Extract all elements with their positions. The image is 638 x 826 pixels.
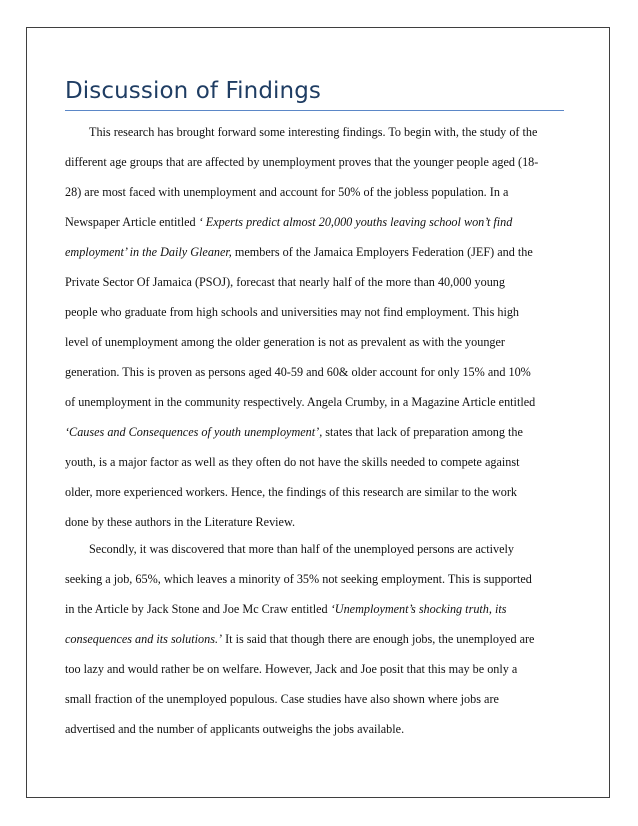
article-title: ‘Unemployment’s shocking truth, its: [330, 602, 507, 616]
text-line: seeking a job, 65%, which leaves a minority of 35% not seeking employment. This is supported: [65, 572, 532, 586]
text-line: This research has brought forward some interesting findings. To begin with, the study of the: [89, 125, 538, 139]
text-line: too lazy and would rather be on welfare. However, Jack and Joe posit that this may be only a: [65, 662, 518, 676]
paragraph-1: [65, 117, 567, 537]
text-line: youth, is a major factor as well as they often do not have the skills needed to compete against: [65, 455, 520, 469]
heading-underline: [65, 110, 564, 111]
text-line: [65, 594, 567, 624]
text-segment: states that lack of preparation among the: [322, 425, 523, 439]
text-line: [65, 417, 567, 447]
paragraph-2: [65, 534, 567, 744]
text-line: done by these authors in the Literature Review.: [65, 515, 296, 529]
text-line: older, more experienced workers. Hence, the findings of this research are similar to the work: [65, 485, 517, 499]
text-line: people who graduate from high schools and universities may not find employment. This high: [65, 305, 520, 319]
text-line: [65, 624, 567, 654]
article-title: ‘Causes and Consequences of youth unemployment’,: [65, 425, 323, 439]
article-title: ‘ Experts predict almost 20,000 youths leaving school won’t find: [198, 215, 513, 229]
text-segment: Newspaper Article entitled: [65, 215, 199, 229]
text-line: generation. This is proven as persons aged 40-59 and 60& older account for only 15% and 10%: [65, 365, 531, 379]
page-title: Discussion of Findings: [65, 78, 321, 104]
text-line: different age groups that are affected by unemployment proves that the younger people aged (18-: [65, 155, 539, 169]
article-title: consequences and its solutions.’: [65, 632, 223, 646]
text-line: Private Sector Of Jamaica (PSOJ), forecast that nearly half of the more than 40,000 young: [65, 275, 505, 289]
text-line: advertised and the number of applicants outweighs the jobs available.: [65, 722, 405, 736]
text-line: Secondly, it was discovered that more than half of the unemployed persons are actively: [89, 542, 514, 556]
text-line: [65, 237, 567, 267]
text-line: small fraction of the unemployed populous. Case studies have also shown where jobs are: [65, 692, 499, 706]
text-segment: It is said that though there are enough jobs, the unemployed are: [222, 632, 535, 646]
text-segment: members of the Jamaica Employers Federation (JEF) and the: [231, 245, 533, 259]
text-line: level of unemployment among the older generation is not as prevalent as with the younger: [65, 335, 505, 349]
text-line: 28) are most faced with unemployment and account for 50% of the jobless population. In a: [65, 185, 509, 199]
article-title: employment’ in the Daily Gleaner,: [65, 245, 232, 259]
text-line: of unemployment in the community respectively. Angela Crumby, in a Magazine Article entitled: [65, 395, 536, 409]
text-segment: in the Article by Jack Stone and Joe Mc Craw entitled: [65, 602, 331, 616]
text-line: [65, 207, 567, 237]
